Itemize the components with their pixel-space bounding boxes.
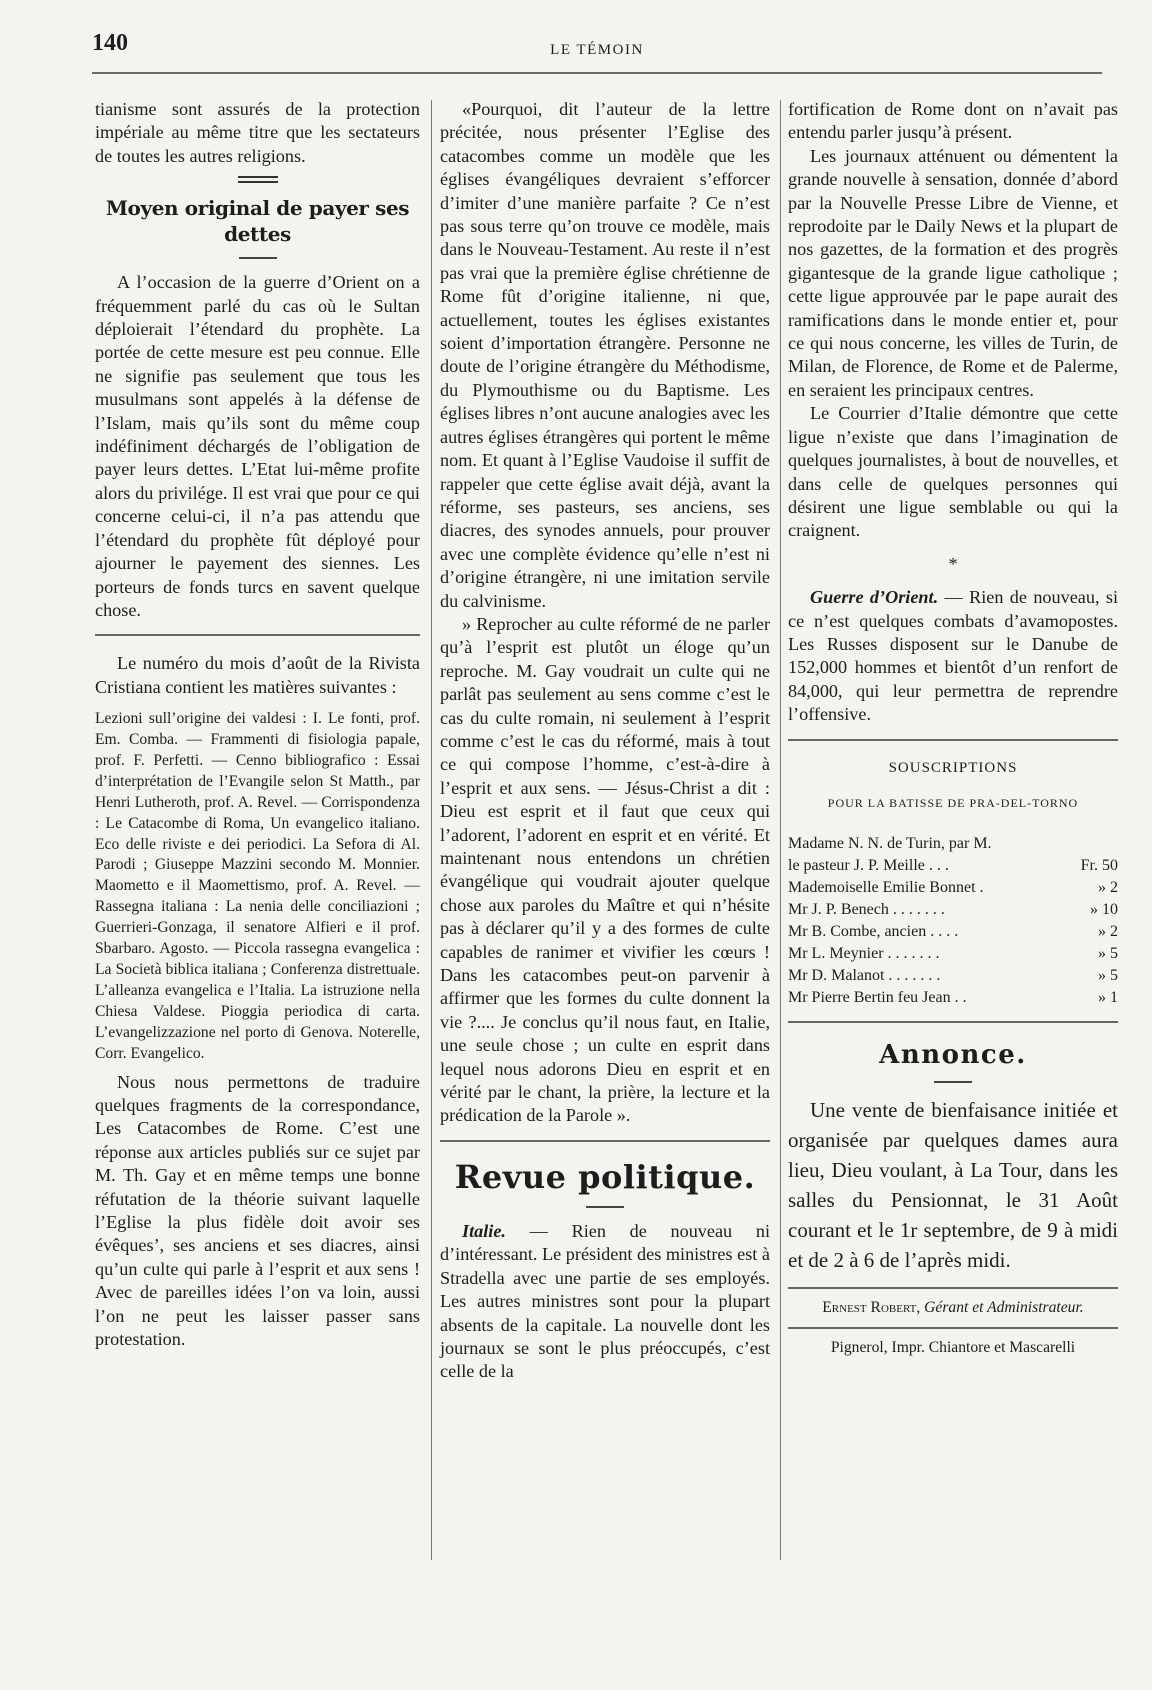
subscription-amount: » 10 [1090, 901, 1118, 919]
paragraph-text: — Rien de nouveau ni d’intéressant. Le président des ministres est à Stradella avec une partie de ses employés. Les autres ministres sont pour la plupart absents de la capitale. La nouvelle dont les journaux se sont le plus préoccupés, c’est celle de la [440, 1220, 770, 1382]
manager-role: Gérant et Administrateur. [920, 1299, 1084, 1317]
column-divider [780, 100, 781, 1560]
separator [440, 1140, 770, 1142]
page-number: 140 [92, 30, 128, 56]
paragraph: » Reprocher au culte réformé de ne parler qu’à l’esprit est plutôt un éloge qu’un reproche. M. Gay voudrait un culte qui ne parlât pas seulement au sens comme c’est le cas du culte romain, ni seulement à l’esprit comme c’est le cas du réformé, mais à tout ce qui compose l’homme, c’est-à-dire à l’esprit et aux sens. — Jésus-Christ a dit : Dieu est esprit et il faut que ceux qui l’adorent, l’adorent en esprit et en vérité. Et maintenant nous entendons un chrétien évangélique qui voudrait ajouter quelque chose aux paroles du Maître et qui n’hésite pas à déclarer qu’il y a des formes de culte capables de ranimer et vivifier les cœurs ! Dans les catacombes peut-on parvenir à affirmer que les formes du culte donnent la vie ?.... Je conclus qu’il nous faut, en Italie, une seule chose ; un culte en esprit dans lequel nous adorons Dieu en esprit et en vérité par le chant, la prière, la lecture et la prédication de la Parole ». [440, 613, 770, 1126]
separator [586, 1206, 624, 1208]
paragraph: A l’occasion de la guerre d’Orient on a fréquemment parlé du cas où le Sultan déploierait l’étendard du prophète. La portée de cette mesure est peu connue. Elle ne signifie pas seulement que tous les musulmans sont appelés à la défense de l’Islam, mais qu’ils sont du même coup indéfiniment déchargés de l’obligation de payer leurs dettes. L’Etat lui-même profite alors du privilége. Il est vrai que pour ce qui concerne celui-ci, il n’a pas attendu que l’étendard du prophète fût déployé pour ajourner le payement des siennes. Les porteurs de fonds turcs en savent quelque chose. [95, 272, 420, 620]
paragraph: Le Courrier d’Italie démontre que cette ligue n’existe que dans l’imagination de quelques journalistes, à bout de nouvelles, et dans celle de quelques personnes qui désirent une ligue semblable ou qui la craignent. [788, 403, 1118, 541]
subscriber-name: Madame N. N. de Turin, par M. [788, 835, 992, 853]
header-rule [92, 72, 1102, 74]
subscription-row [788, 965, 1118, 987]
paragraph-text: — Rien de nouveau, si ce n’est quelques combats d’avamopostes. Les Russes disposent sur le Danube de 152,000 hommes et bientôt d’un renfort de 84,000, qui leur permettra de reprendre l’offensive. [788, 587, 1118, 725]
manager-credit [788, 1297, 1118, 1319]
subscription-row [788, 877, 1118, 899]
separator [238, 176, 278, 183]
subscriptions-list [788, 833, 1118, 1009]
article-title: Moyen original de payer ses dettes [105, 196, 410, 247]
column-divider [431, 100, 432, 1560]
contents-list: Lezioni sull’origine dei valdesi : I. Le fonti, prof. Em. Comba. — Frammenti di fisiologia papale, prof. F. Perfetti. — Cenno bibliografico : Essai d’interprétation de l’Evangile selon St Matth., par Henri Lutheroth, prof. A. Revel. — Corrispondenza : Le Catacombe di Roma, Un evangelico italiano. Eco delle riviste e dei periodici. La Sefora di Al. Parodi ; Giuseppe Mazzini secondo M. Monnier. Maometto e il Maomettismo, prof. A. Revel. — Rassegna italiana : La nenia delle conciliazioni ; Guerrieri-Gonzaga, il senatore Alfieri e il prof. Sbarbaro. Agosto. — Piccola rassegna evangelica : La Società biblica italiana ; Conferenza distrettuale. L’alleanza evangelica e l’Italia. La istruzione nella Chiesa Valdese. Pioggia periodica di carta. L’evangelizzazione nel porto di Genova. Noterelle, Corr. Evangelico. [95, 710, 420, 1062]
run-in-heading: Italie. [462, 1220, 506, 1241]
column-left [95, 98, 420, 1351]
column-right [788, 98, 1118, 1359]
subscription-row [788, 855, 1118, 877]
section-title: Revue politique. [454, 1157, 756, 1196]
subscriber-name: Mr J. P. Benech . . . . . . . [788, 901, 945, 919]
paragraph [440, 1220, 770, 1384]
separator [934, 1081, 972, 1083]
separator [788, 1287, 1118, 1289]
paragraph: «Pourquoi, dit l’auteur de la lettre précitée, nous présenter l’Eglise des catacombes comme un modèle que les églises évangéliques devraient s’efforcer d’imiter d’une manière parfaite ? Ce n’est pas sous terre qu’on trouve ce modèle, mais dans le Nouveau-Testament. Au reste il n’est pas vrai que la première église chrétienne de Rome fût d’origine italienne, ni que, actuellement, toutes les églises existantes soient d’importation étrangère. Personne ne doute de l’origine étrangère du Méthodisme, du Plymouthisme ou du Baptisme. Les églises libres n’ont aucune analogies avec les autres églises étrangères qui portent le même nom. Et quant à l’Eglise Vaudoise il suffit de rappeler que cette église avait déjà, avant la réforme, ses pasteurs, ses anciens, ses diacres, des synodes annuels, pour prouver avec une complète évidence qu’elle n’est ni d’origine étrangère, ni une imitation servile du calvinisme. [440, 99, 770, 611]
separator [95, 634, 420, 636]
subscriber-name: Mr L. Meynier . . . . . . . [788, 945, 940, 963]
paragraph: Nous nous permettons de traduire quelques fragments de la correspondance, Les Catacombes de Rome. C’est une réponse aux articles publiés sur ce sujet par M. Th. Gay et en même temps une bonne réfutation de la théorie suivant laquelle l’Eglise la plus fidèle doit avoir ses évêques’, ses anciens et ses diacres, ainsi qu’un culte qui parle à l’esprit et aux sens ! Avec de pareilles idées l’on va loin, aussi l’on ne peut les laisser passer sans protestation. [95, 1071, 420, 1349]
paragraph: Le numéro du mois d’août de la Rivista Cristiana contient les matières suivantes : [95, 653, 420, 697]
subscription-amount: » 1 [1098, 989, 1118, 1007]
journal-title: LE TÉMOIN [550, 42, 644, 58]
subscriber-name: Mademoiselle Emilie Bonnet . [788, 879, 984, 897]
subscription-amount: » 5 [1098, 945, 1118, 963]
subscriptions-title: SOUSCRIPTIONS [888, 759, 1018, 776]
paragraph [788, 586, 1118, 726]
page-header [92, 30, 1102, 74]
subscriber-name: Mr D. Malanot . . . . . . . [788, 967, 941, 985]
subscription-row [788, 921, 1118, 943]
star-separator: * [948, 553, 958, 574]
separator [239, 257, 277, 259]
manager-name: Ernest Robert, [822, 1299, 921, 1317]
subscription-row [788, 943, 1118, 965]
paragraph: tianisme sont assurés de la protection impériale au même titre que les sectateurs de toutes les autres religions. [95, 99, 420, 166]
paragraph: fortification de Rome dont on n’avait pas entendu parler jusqu’à présent. [788, 99, 1118, 143]
separator [788, 1327, 1118, 1329]
run-in-heading: Guerre d’Orient. [810, 587, 939, 608]
separator [788, 1021, 1118, 1023]
subscription-amount: » 2 [1098, 923, 1118, 941]
subscription-amount: Fr. 50 [1080, 857, 1118, 875]
column-middle [440, 98, 770, 1384]
subscriber-name: le pasteur J. P. Meille . . . [788, 857, 949, 875]
subscription-amount: » 2 [1098, 879, 1118, 897]
subscriber-name: Mr B. Combe, ancien . . . . [788, 923, 959, 941]
subscription-row [788, 987, 1118, 1009]
subscription-amount [1048, 833, 1118, 855]
subscription-amount: » 5 [1098, 967, 1118, 985]
paragraph: Les journaux atténuent ou démentent la grande nouvelle à sensation, donnée d’abord par la Nouvelle Presse Libre de Vienne, et reprodoite par le Daily News et la plupart de nos gazettes, de la formation et des progrès gigantesque de la grande ligue catholique ; cette ligue approuvée par le pape aurait des ramifications dans le monde entier et, pour ce qui nous concerne, les villes de Turin, de Milan, de Florence, de Rome et de Palerme, en seraient les principaux centres. [788, 145, 1118, 400]
announcement-title: Annonce. [879, 1040, 1027, 1071]
announcement-text: Une vente de bienfaisance initiée et organisée par quelques dames aura lieu, Dieu voulant, à La Tour, dans les salles du Pensionnat, le 31 Août courant et le 1r septembre, de 9 à midi et de 2 à 6 de l’après midi. [788, 1098, 1118, 1273]
subscription-row [788, 833, 1118, 855]
subscription-row [788, 899, 1118, 921]
separator [788, 739, 1118, 741]
subscriber-name: Mr Pierre Bertin feu Jean . . [788, 989, 967, 1007]
printer-credit: Pignerol, Impr. Chiantore et Mascarelli [830, 1339, 1076, 1357]
subscriptions-subtitle: POUR LA BATISSE DE PRA-DEL-TORNO [827, 795, 1079, 810]
